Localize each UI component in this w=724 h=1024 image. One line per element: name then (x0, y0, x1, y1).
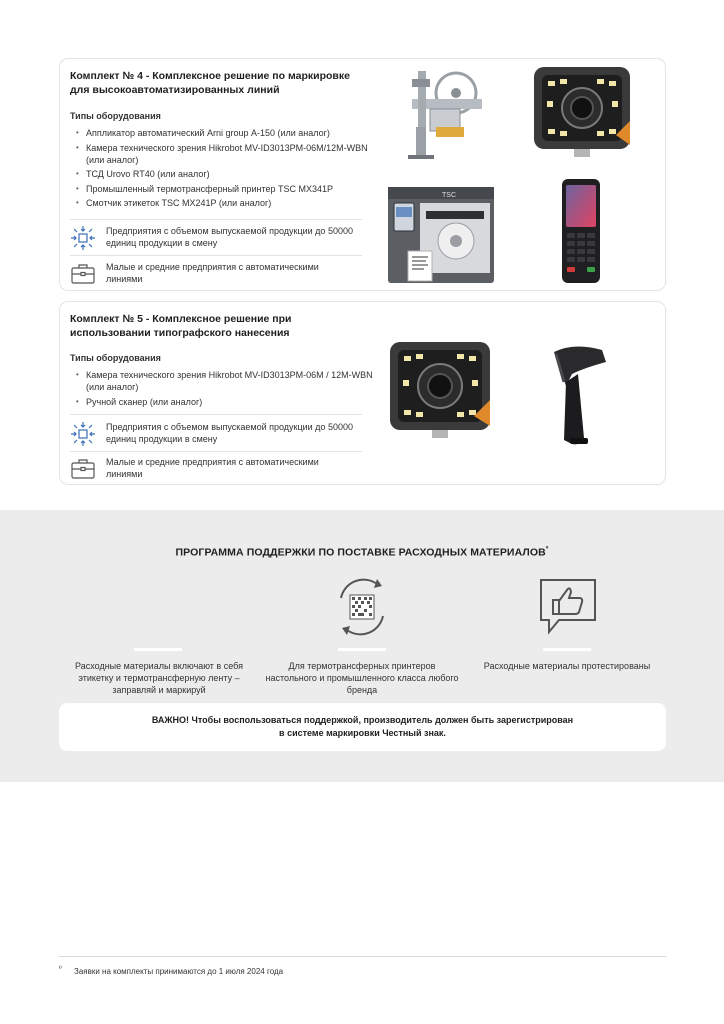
footnote-mark: º (59, 966, 62, 973)
production-flow-icon (70, 225, 96, 251)
kit4-types-heading: Типы оборудования (70, 111, 161, 121)
kit5-equipment-list (74, 369, 374, 410)
support-col-2-text: Для термотрансферных принтеров настольного и промышленного класса любого бренда (265, 661, 459, 695)
column-divider-bar (338, 648, 386, 651)
list-item: • ТСД Urovo RT40 (или аналог) (74, 168, 374, 180)
kit5-feature-business (70, 456, 360, 484)
vision-camera-image (386, 338, 494, 442)
divider (70, 219, 362, 220)
kit5-title: Комплект № 5 - Комплексное решение при использовании типографского нанесения (70, 313, 292, 339)
column-divider-bar (543, 648, 591, 651)
consumables-box-icon (128, 576, 190, 638)
applicator-image (386, 65, 494, 165)
support-title-text: ПРОГРАММА ПОДДЕРЖКИ ПО ПОСТАВКЕ РАСХОДНЫХ МАТЕРИАЛОВ (175, 546, 546, 559)
kit5-feature-volume (70, 421, 360, 449)
mobile-terminal-image (556, 177, 606, 287)
kit5-feature-volume-text: Предприятия с объемом выпускаемой продукции до 50000 единиц продукции в смену (106, 422, 353, 444)
svg-text:TSC: TSC (442, 192, 456, 199)
kit4-title: Комплект № 4 - Комплексное решение по маркировке для высокоавтоматизированных линий (70, 70, 350, 96)
kit4-feature-business (70, 261, 360, 289)
divider (70, 255, 362, 256)
list-item: • Смотчик этикеток TSC MX241P (или аналог) (74, 197, 374, 209)
production-flow-icon (70, 421, 96, 447)
column-divider-bar (134, 648, 182, 651)
list-item: • Камера технического зрения Hikrobot MV-ID3013PM-06M / 12M-WBN (или аналог) (74, 369, 374, 393)
important-notice (59, 703, 666, 751)
briefcase-icon (70, 456, 96, 482)
kit5-card (59, 301, 666, 485)
list-item: • Камера технического зрения Hikrobot MV-ID3013PM-06M/12M-WBN (или аналог) (74, 142, 374, 166)
support-title-mark: º (545, 546, 549, 553)
industrial-printer-image (386, 181, 498, 285)
notice-line-2: в системе маркировки Честный знак. (279, 728, 446, 738)
handheld-scanner-image (544, 342, 614, 450)
divider (70, 451, 362, 452)
list-item: • Промышленный термотрансферный принтер TSC MX341P (74, 183, 374, 195)
support-section (0, 510, 724, 782)
vision-camera-image (530, 61, 638, 161)
kit4-feature-volume-text: Предприятия с объемом выпускаемой продукции до 50000 единиц продукции в смену (106, 226, 353, 248)
kit5-feature-business-text: Малые и средние предприятия с автоматическими линиями (106, 457, 319, 479)
kit4-card (59, 58, 666, 291)
kit4-equipment-list (74, 127, 374, 212)
kit4-feature-volume (70, 225, 360, 253)
support-col-3-text: Расходные материалы протестированы (483, 661, 651, 671)
briefcase-icon (70, 261, 96, 287)
kit5-types-heading: Типы оборудования (70, 353, 161, 363)
support-col-1-text: Расходные материалы включают в себя этикетку и термотрансферную ленту – заправляй и маркируй (75, 661, 243, 695)
kit4-feature-business-text: Малые и средние предприятия с автоматическими линиями (106, 262, 319, 284)
list-item: • Аппликатор автоматический Arni group А-150 (или аналог) (74, 127, 374, 139)
footnote-text: Заявки на комплекты принимаются до 1 июля 2024 года (74, 967, 284, 976)
support-title (0, 546, 724, 559)
thumbs-up-chat-icon (537, 576, 599, 638)
notice-line-1: ВАЖНО! Чтобы воспользоваться поддержкой, производитель должен быть зарегистрирован (151, 715, 574, 725)
divider (70, 414, 362, 415)
datamatrix-refresh-icon (331, 576, 393, 638)
footer-divider (59, 956, 666, 957)
list-item: • Ручной сканер (или аналог) (74, 396, 374, 408)
